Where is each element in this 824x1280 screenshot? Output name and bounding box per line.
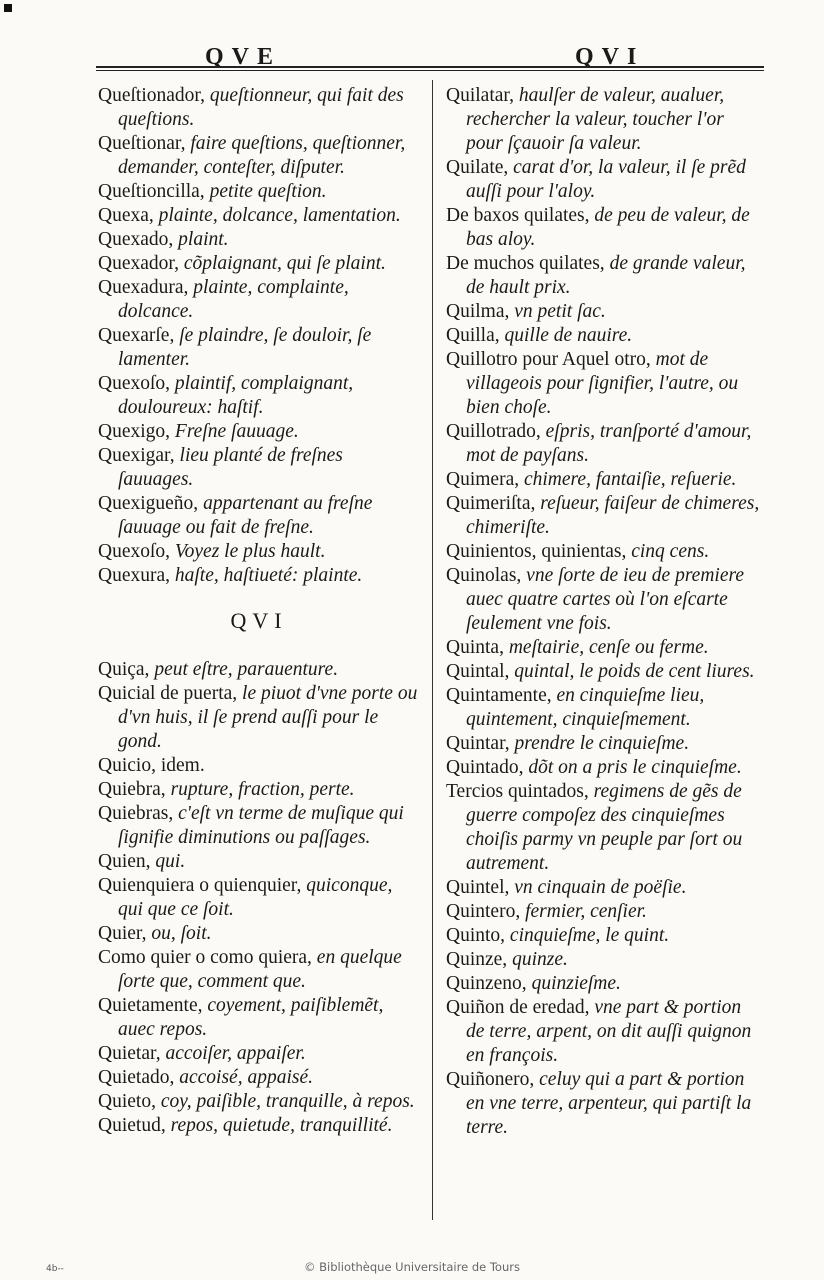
entry-definition: en quelque ſorte que, comment que. — [118, 947, 402, 992]
entry-definition: haſte, haſtiueté: plainte. — [174, 565, 363, 586]
entry-headword: Quintel, — [446, 877, 510, 898]
entry-definition: qui. — [155, 851, 186, 872]
dictionary-entry — [446, 900, 764, 924]
entry-headword: Quieto, — [98, 1091, 156, 1112]
dictionary-entry — [446, 948, 764, 972]
left-entry-list-2 — [98, 658, 420, 1138]
entry-headword: Quinolas, — [446, 565, 522, 586]
dictionary-entry — [446, 468, 764, 492]
entry-definition: Freſne ſauuage. — [174, 421, 299, 442]
entry-definition: cinquieſme, le quint. — [509, 925, 670, 946]
entry-definition: quintal, le poids de cent liures. — [514, 661, 755, 682]
entry-headword: De muchos quilates, — [446, 253, 605, 274]
entry-headword: Quexigar, — [98, 445, 175, 466]
dictionary-entry — [98, 252, 420, 276]
dictionary-entry — [98, 372, 420, 420]
dictionary-entry — [98, 444, 420, 492]
dictionary-entry — [446, 156, 764, 204]
column-divider — [432, 80, 433, 1220]
dictionary-entry — [446, 324, 764, 348]
dictionary-entry — [98, 1066, 420, 1090]
entry-headword: Como quier o como quiera, — [98, 947, 312, 968]
dictionary-entry — [98, 946, 420, 994]
entry-definition: vn petit ſac. — [514, 301, 606, 322]
entry-definition: dõt on a pris le cinquieſme. — [528, 757, 742, 778]
entry-definition: accoiſer, appaiſer. — [165, 1043, 306, 1064]
entry-headword: Quexigo, — [98, 421, 171, 442]
dictionary-entry — [98, 778, 420, 802]
dictionary-entry — [446, 540, 764, 564]
entry-headword: Quietud, — [98, 1115, 166, 1136]
entry-definition: vne ſorte de ieu de premiere auec quatre cartes où l'on eſcarte ſeulement vne fois. — [466, 565, 745, 634]
entry-headword: Quiebra, — [98, 779, 166, 800]
dictionary-entry — [98, 204, 420, 228]
entry-headword: Quienquiera o quienquier, — [98, 875, 302, 896]
entry-definition: quinze. — [512, 949, 568, 970]
entry-definition: fermier, cenſier. — [525, 901, 647, 922]
dictionary-entry — [98, 682, 420, 754]
header-rule-thin — [96, 70, 764, 71]
dictionary-entry — [98, 324, 420, 372]
dictionary-entry — [446, 972, 764, 996]
dictionary-entry — [446, 924, 764, 948]
entry-headword: Quilatar, — [446, 85, 514, 106]
entry-headword: Quintar, — [446, 733, 510, 754]
entry-definition: quille de nauire. — [504, 325, 633, 346]
entry-definition: rupture, fraction, perte. — [170, 779, 355, 800]
header-rule — [96, 66, 764, 68]
entry-headword: Quinze, — [446, 949, 508, 970]
entry-headword: Quinzeno, — [446, 973, 527, 994]
entry-headword: Quier, — [98, 923, 147, 944]
dictionary-entry — [98, 802, 420, 850]
dictionary-entry — [446, 732, 764, 756]
dictionary-entry — [98, 84, 420, 132]
dictionary-entry — [98, 180, 420, 204]
entry-headword: Quiça, — [98, 659, 150, 680]
entry-definition: vne part & portion de terre, arpent, on dit auſſi quignon en françois. — [466, 997, 752, 1066]
dictionary-entry — [98, 228, 420, 252]
entry-definition: quinzieſme. — [531, 973, 621, 994]
dictionary-entry — [446, 564, 764, 636]
entry-headword: Quilma, — [446, 301, 510, 322]
dictionary-entry — [446, 756, 764, 780]
entry-definition: repos, quietude, tranquillité. — [170, 1115, 393, 1136]
entry-definition: vn cinquain de poëſie. — [514, 877, 687, 898]
dictionary-entry — [446, 1068, 764, 1140]
dictionary-entry — [98, 658, 420, 682]
dictionary-entry — [98, 874, 420, 922]
entry-definition: celuy qui a part & portion en vne terre, arpenteur, qui partiſt la terre. — [466, 1069, 752, 1138]
entry-headword: Quietado, — [98, 1067, 175, 1088]
entry-definition: accoisé, appaisé. — [179, 1067, 313, 1088]
dictionary-entry — [446, 780, 764, 876]
entry-headword: Quintado, — [446, 757, 524, 778]
dictionary-entry — [446, 492, 764, 540]
right-column — [446, 84, 764, 1140]
entry-definition: meſtairie, cenſe ou ferme. — [508, 637, 709, 658]
dictionary-entry — [98, 1114, 420, 1138]
entry-definition: en cinquieſme lieu, quintement, cinquieſmement. — [466, 685, 705, 730]
dictionary-entry — [98, 922, 420, 946]
dictionary-entry — [98, 276, 420, 324]
entry-headword: Queſtioncilla, — [98, 181, 205, 202]
entry-headword: Quexado, — [98, 229, 174, 250]
entry-definition: prendre le cinquieſme. — [514, 733, 690, 754]
dictionary-entry — [98, 132, 420, 180]
dictionary-entry — [446, 684, 764, 732]
entry-headword: Quexoſo, — [98, 373, 171, 394]
entry-headword: Quinto, — [446, 925, 506, 946]
entry-headword: Quexa, — [98, 205, 154, 226]
entry-headword: Quimeriſta, — [446, 493, 536, 514]
entry-headword: Quexador, — [98, 253, 179, 274]
entry-definition: faire queſtions, queſtionner, demander, conteſter, diſputer. — [118, 133, 406, 178]
section-title: QVI — [230, 608, 288, 633]
entry-headword: Quiñon de eredad, — [446, 997, 590, 1018]
entry-definition: carat d'or, la valeur, il ſe prẽd auſſi pour l'aloy. — [466, 157, 746, 202]
dictionary-entry — [446, 300, 764, 324]
dictionary-entry — [446, 660, 764, 684]
entry-headword: Quexadura, — [98, 277, 189, 298]
entry-definition: ſe plaindre, ſe douloir, ſe lamenter. — [118, 325, 372, 370]
dictionary-entry — [446, 996, 764, 1068]
entry-headword: Quien, — [98, 851, 151, 872]
dictionary-entry — [98, 540, 420, 564]
entry-definition: petite queſtion. — [209, 181, 327, 202]
entry-headword: De baxos quilates, — [446, 205, 590, 226]
entry-headword: Quimera, — [446, 469, 520, 490]
entry-definition: plainte, dolcance, lamentation. — [158, 205, 401, 226]
dictionary-entry — [446, 876, 764, 900]
dictionary-entry — [446, 636, 764, 660]
entry-definition: chimere, fantaiſie, reſuerie. — [523, 469, 737, 490]
entry-headword: Quiñonero, — [446, 1069, 535, 1090]
entry-definition: c'eſt vn terme de muſique qui ſignifie diminutions ou paſſages. — [118, 803, 404, 848]
running-head-right: QVI — [575, 44, 645, 70]
left-column — [98, 84, 420, 1138]
entry-headword: Tercios quintados, — [446, 781, 589, 802]
entry-definition: ou, ſoit. — [151, 923, 212, 944]
entry-definition: mot de villageois pour ſignifier, l'autre, ou bien choſe. — [466, 349, 739, 418]
entry-definition: appartenant au freſne ſauuage ou fait de freſne. — [118, 493, 373, 538]
entry-headword: Quintal, — [446, 661, 510, 682]
entry-definition: queſtionneur, qui fait des queſtions. — [118, 85, 404, 130]
entry-headword: Quintamente, — [446, 685, 552, 706]
entry-headword: Queſtionar, — [98, 133, 186, 154]
dictionary-entry — [98, 492, 420, 540]
entry-headword: Quexura, — [98, 565, 171, 586]
entry-headword: Quillotro pour Aquel otro, — [446, 349, 651, 370]
entry-headword: Quexarſe, — [98, 325, 175, 346]
left-entry-list — [98, 84, 420, 588]
entry-definition: de peu de valeur, de bas aloy. — [466, 205, 750, 250]
entry-definition: cinq cens. — [631, 541, 710, 562]
entry-definition: plainte, complainte, dolcance. — [118, 277, 349, 322]
entry-headword: Quinientos, quinientas, — [446, 541, 627, 562]
entry-headword: Quicio, idem. — [98, 755, 205, 776]
entry-definition: eſpris, tranſporté d'amour, mot de payſans. — [466, 421, 752, 466]
entry-headword: Quinta, — [446, 637, 504, 658]
entry-headword: Quintero, — [446, 901, 521, 922]
entry-definition: peut eſtre, parauenture. — [154, 659, 339, 680]
dictionary-entry — [98, 1042, 420, 1066]
entry-definition: de grande valeur, de hault prix. — [466, 253, 746, 298]
dictionary-entry — [98, 1090, 420, 1114]
dictionary-entry — [446, 348, 764, 420]
dictionary-entry — [98, 994, 420, 1042]
dictionary-entry — [98, 564, 420, 588]
right-entry-list — [446, 84, 764, 1140]
footer-mark: 4b-- — [46, 1264, 64, 1274]
dictionary-entry — [98, 850, 420, 874]
entry-definition: le piuot d'vne porte ou d'vn huis, il ſe prend auſſi pour le gond. — [118, 683, 418, 752]
entry-definition: regimens de gẽs de guerre compoſez des cinquieſmes choiſis parmy vn peuple par ſort ou autrement. — [466, 781, 743, 874]
entry-definition: haulſer de valeur, aualuer, rechercher la valeur, toucher l'or pour ſçauoir ſa valeur. — [466, 85, 725, 154]
entry-headword: Quiebras, — [98, 803, 174, 824]
dictionary-entry — [446, 84, 764, 156]
dictionary-entry — [446, 204, 764, 252]
dictionary-entry — [446, 420, 764, 468]
dictionary-entry — [446, 252, 764, 300]
entry-headword: Quilate, — [446, 157, 509, 178]
entry-headword: Quietar, — [98, 1043, 161, 1064]
running-head-left: QVE — [205, 44, 282, 70]
entry-headword: Quillotrado, — [446, 421, 541, 442]
entry-definition: coyement, paiſiblemẽt, auec repos. — [118, 995, 384, 1040]
entry-headword: Quietamente, — [98, 995, 203, 1016]
entry-headword: Quexoſo, — [98, 541, 171, 562]
entry-definition: cõplaignant, qui ſe plaint. — [183, 253, 386, 274]
entry-definition: reſueur, faiſeur de chimeres, chimeriſte. — [466, 493, 760, 538]
entry-headword: Queſtionador, — [98, 85, 205, 106]
entry-definition: quiconque, qui que ce ſoit. — [118, 875, 393, 920]
page-corner-mark — [4, 4, 12, 12]
entry-headword: Quexigueño, — [98, 493, 199, 514]
dictionary-entry — [98, 420, 420, 444]
dictionary-entry — [98, 754, 420, 778]
entry-definition: plaint. — [178, 229, 229, 250]
entry-definition: plaintif, complaignant, douloureux: haſtif. — [118, 373, 354, 418]
entry-headword: Quicial de puerta, — [98, 683, 238, 704]
entry-definition: Voyez le plus hault. — [174, 541, 326, 562]
footer-credit: © Bibliothèque Universitaire de Tours — [304, 1260, 520, 1274]
entry-definition: lieu planté de freſnes ſauuages. — [118, 445, 343, 490]
entry-definition: coy, paiſible, tranquille, à repos. — [160, 1091, 415, 1112]
entry-headword: Quilla, — [446, 325, 500, 346]
